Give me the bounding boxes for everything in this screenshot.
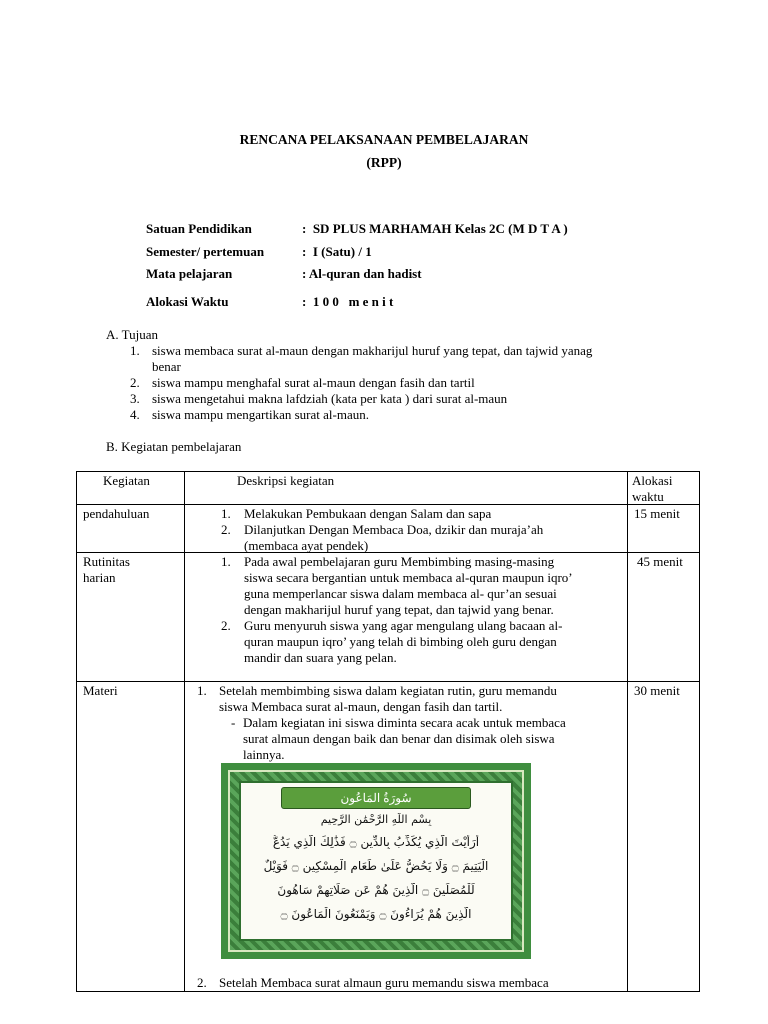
ayah-line-1: أَرَأَيْتَ الَّذِي يُكَذِّبُ بِالدِّينِ ۝ فَذَٰلِكَ الَّذِي يَدُعُّ [272,835,480,849]
pendahuluan-item-1: Melakukan Pembukaan dengan Salam dan sapa [244,506,492,521]
materi-sub-line-1: Dalam kegiatan ini siswa diminta secara acak untuk membaca [243,715,566,730]
header-cell-kegiatan [77,472,185,505]
cell-alokasi-pendahuluan [628,505,700,553]
rutinitas-item-1-line-2: siswa secara bergantian untuk membaca al-quran maupun iqro’ [244,570,573,585]
materi-num-1: 1. [197,683,207,698]
header-alokasi-2: waktu [632,489,664,504]
materi-sub-line-3: lainnya. [243,747,285,762]
table-header-row [77,472,700,505]
surah-header: سُورَةُ المَاعُون [281,787,471,809]
basmala: بِسْمِ اللَّهِ الرَّحْمَٰنِ الرَّحِيمِ [320,813,432,826]
tujuan-item-4: siswa mampu mengartikan surat al-maun. [152,407,369,422]
kegiatan-rutinitas-1: Rutinitas [83,554,130,569]
document-subtitle: (RPP) [366,155,402,170]
tujuan-num-3: 3. [130,391,140,406]
pendahuluan-item-2-line-1: Dilanjutkan Dengan Membaca Doa, dzikir dan muraja’ah [244,522,544,537]
cell-kegiatan-rutinitas [77,553,185,682]
tujuan-num-2: 2. [130,375,140,390]
ayah-line-3: لِّلْمُصَلِّينَ ۝ الَّذِينَ هُمْ عَن صَلَاتِهِمْ سَاهُونَ [277,883,475,897]
ayah-line-4: الَّذِينَ هُمْ يُرَاءُونَ ۝ وَيَمْنَعُونَ الْمَاعُونَ ۝ [280,907,472,921]
rutinitas-item-1-line-3: guna memperlancar siswa dalam membaca al- qur’an sesuai [244,586,557,601]
materi-num-2: 2. [197,975,207,990]
header-deskripsi: Deskripsi kegiatan [237,473,335,488]
rutinitas-item-2-line-1: Guru menyuruh siswa yang agar mengulang ulang bacaan al- [244,618,563,633]
kegiatan-materi: Materi [83,683,118,698]
cell-kegiatan-pendahuluan [77,505,185,553]
materi-item-1-line-2: siswa Membaca surat al-maun, dengan fasih dan tartil. [219,699,503,714]
materi-sub-line-2: surat almaun dengan baik dan benar dan disimak oleh siswa [243,731,555,746]
table-row-pendahuluan [77,505,700,553]
cell-alokasi-rutinitas [628,553,700,682]
info-value-satuan: : SD PLUS MARHAMAH Kelas 2C (M D T A ) [302,221,568,236]
tujuan-item-3: siswa mengetahui makna lafdziah (kata per kata ) dari surat al-maun [152,391,508,406]
rutinitas-item-2-line-3: mandir dan suara yang pelan. [244,650,397,665]
cell-deskripsi-rutinitas [185,553,628,682]
rutinitas-item-2-line-2: quran maupun iqro’ yang telah di bimbing oleh guru dengan [244,634,557,649]
header-alokasi-1: Alokasi [632,473,673,488]
cell-kegiatan-materi [77,682,185,992]
ayah-line-2: الْيَتِيمَ ۝ وَلَا يَحُضُّ عَلَىٰ طَعَامِ الْمِسْكِينِ ۝ فَوَيْلٌ [263,859,489,873]
rutinitas-num-1: 1. [221,554,231,569]
info-label-satuan: Satuan Pendidikan [146,221,252,236]
tujuan-num-1: 1. [130,343,140,358]
materi-item-1-line-1: Setelah membimbing siswa dalam kegiatan rutin, guru memandu [219,683,557,698]
tujuan-item-1-line-1: siswa membaca surat al-maun dengan makharijul huruf yang tepat, dan tajwid yanag [152,343,593,358]
info-value-mapel: : Al-quran dan hadist [302,266,422,281]
info-label-mapel: Mata pelajaran [146,266,233,281]
cell-alokasi-materi [628,682,700,992]
rutinitas-num-2: 2. [221,618,231,633]
quran-text-panel [239,781,513,941]
pendahuluan-num-2: 2. [221,522,231,537]
quran-ornament-border [228,770,524,952]
info-value-semester: : I (Satu) / 1 [302,244,372,259]
header-kegiatan: Kegiatan [103,473,150,488]
header-cell-alokasi [628,472,700,505]
tujuan-item-1-line-2: benar [152,359,181,374]
kegiatan-rutinitas-2: harian [83,570,116,585]
kegiatan-heading: B. Kegiatan pembelajaran [106,439,242,454]
pendahuluan-num-1: 1. [221,506,231,521]
pendahuluan-item-2-line-2: (membaca ayat pendek) [244,538,369,553]
header-cell-deskripsi [185,472,628,505]
kegiatan-pendahuluan: pendahuluan [83,506,150,521]
info-value-alokasi: : 1 0 0 m e n i t [302,294,394,309]
tujuan-heading: A. Tujuan [106,327,159,342]
cell-deskripsi-pendahuluan [185,505,628,553]
materi-item-2-line-1: Setelah Membaca surat almaun guru memandu siswa membaca [219,975,549,990]
tujuan-item-2: siswa mampu menghafal surat al-maun dengan fasih dan tartil [152,375,475,390]
materi-sub-dash: - [231,715,236,730]
alokasi-materi: 30 menit [634,683,680,698]
rutinitas-item-1-line-1: Pada awal pembelajaran guru Membimbing masing-masing [244,554,555,569]
table-row-rutinitas [77,553,700,682]
surah-al-maun-image [221,763,531,959]
alokasi-pendahuluan: 15 menit [634,506,680,521]
rutinitas-item-1-line-4: dengan makharijul huruf yang tepat, dan tajwid yang benar. [244,602,554,617]
tujuan-num-4: 4. [130,407,140,422]
info-label-alokasi: Alokasi Waktu [146,294,229,309]
alokasi-rutinitas: 45 menit [637,554,683,569]
document-title: RENCANA PELAKSANAAN PEMBELAJARAN [239,132,529,147]
info-label-semester: Semester/ pertemuan [146,244,265,259]
